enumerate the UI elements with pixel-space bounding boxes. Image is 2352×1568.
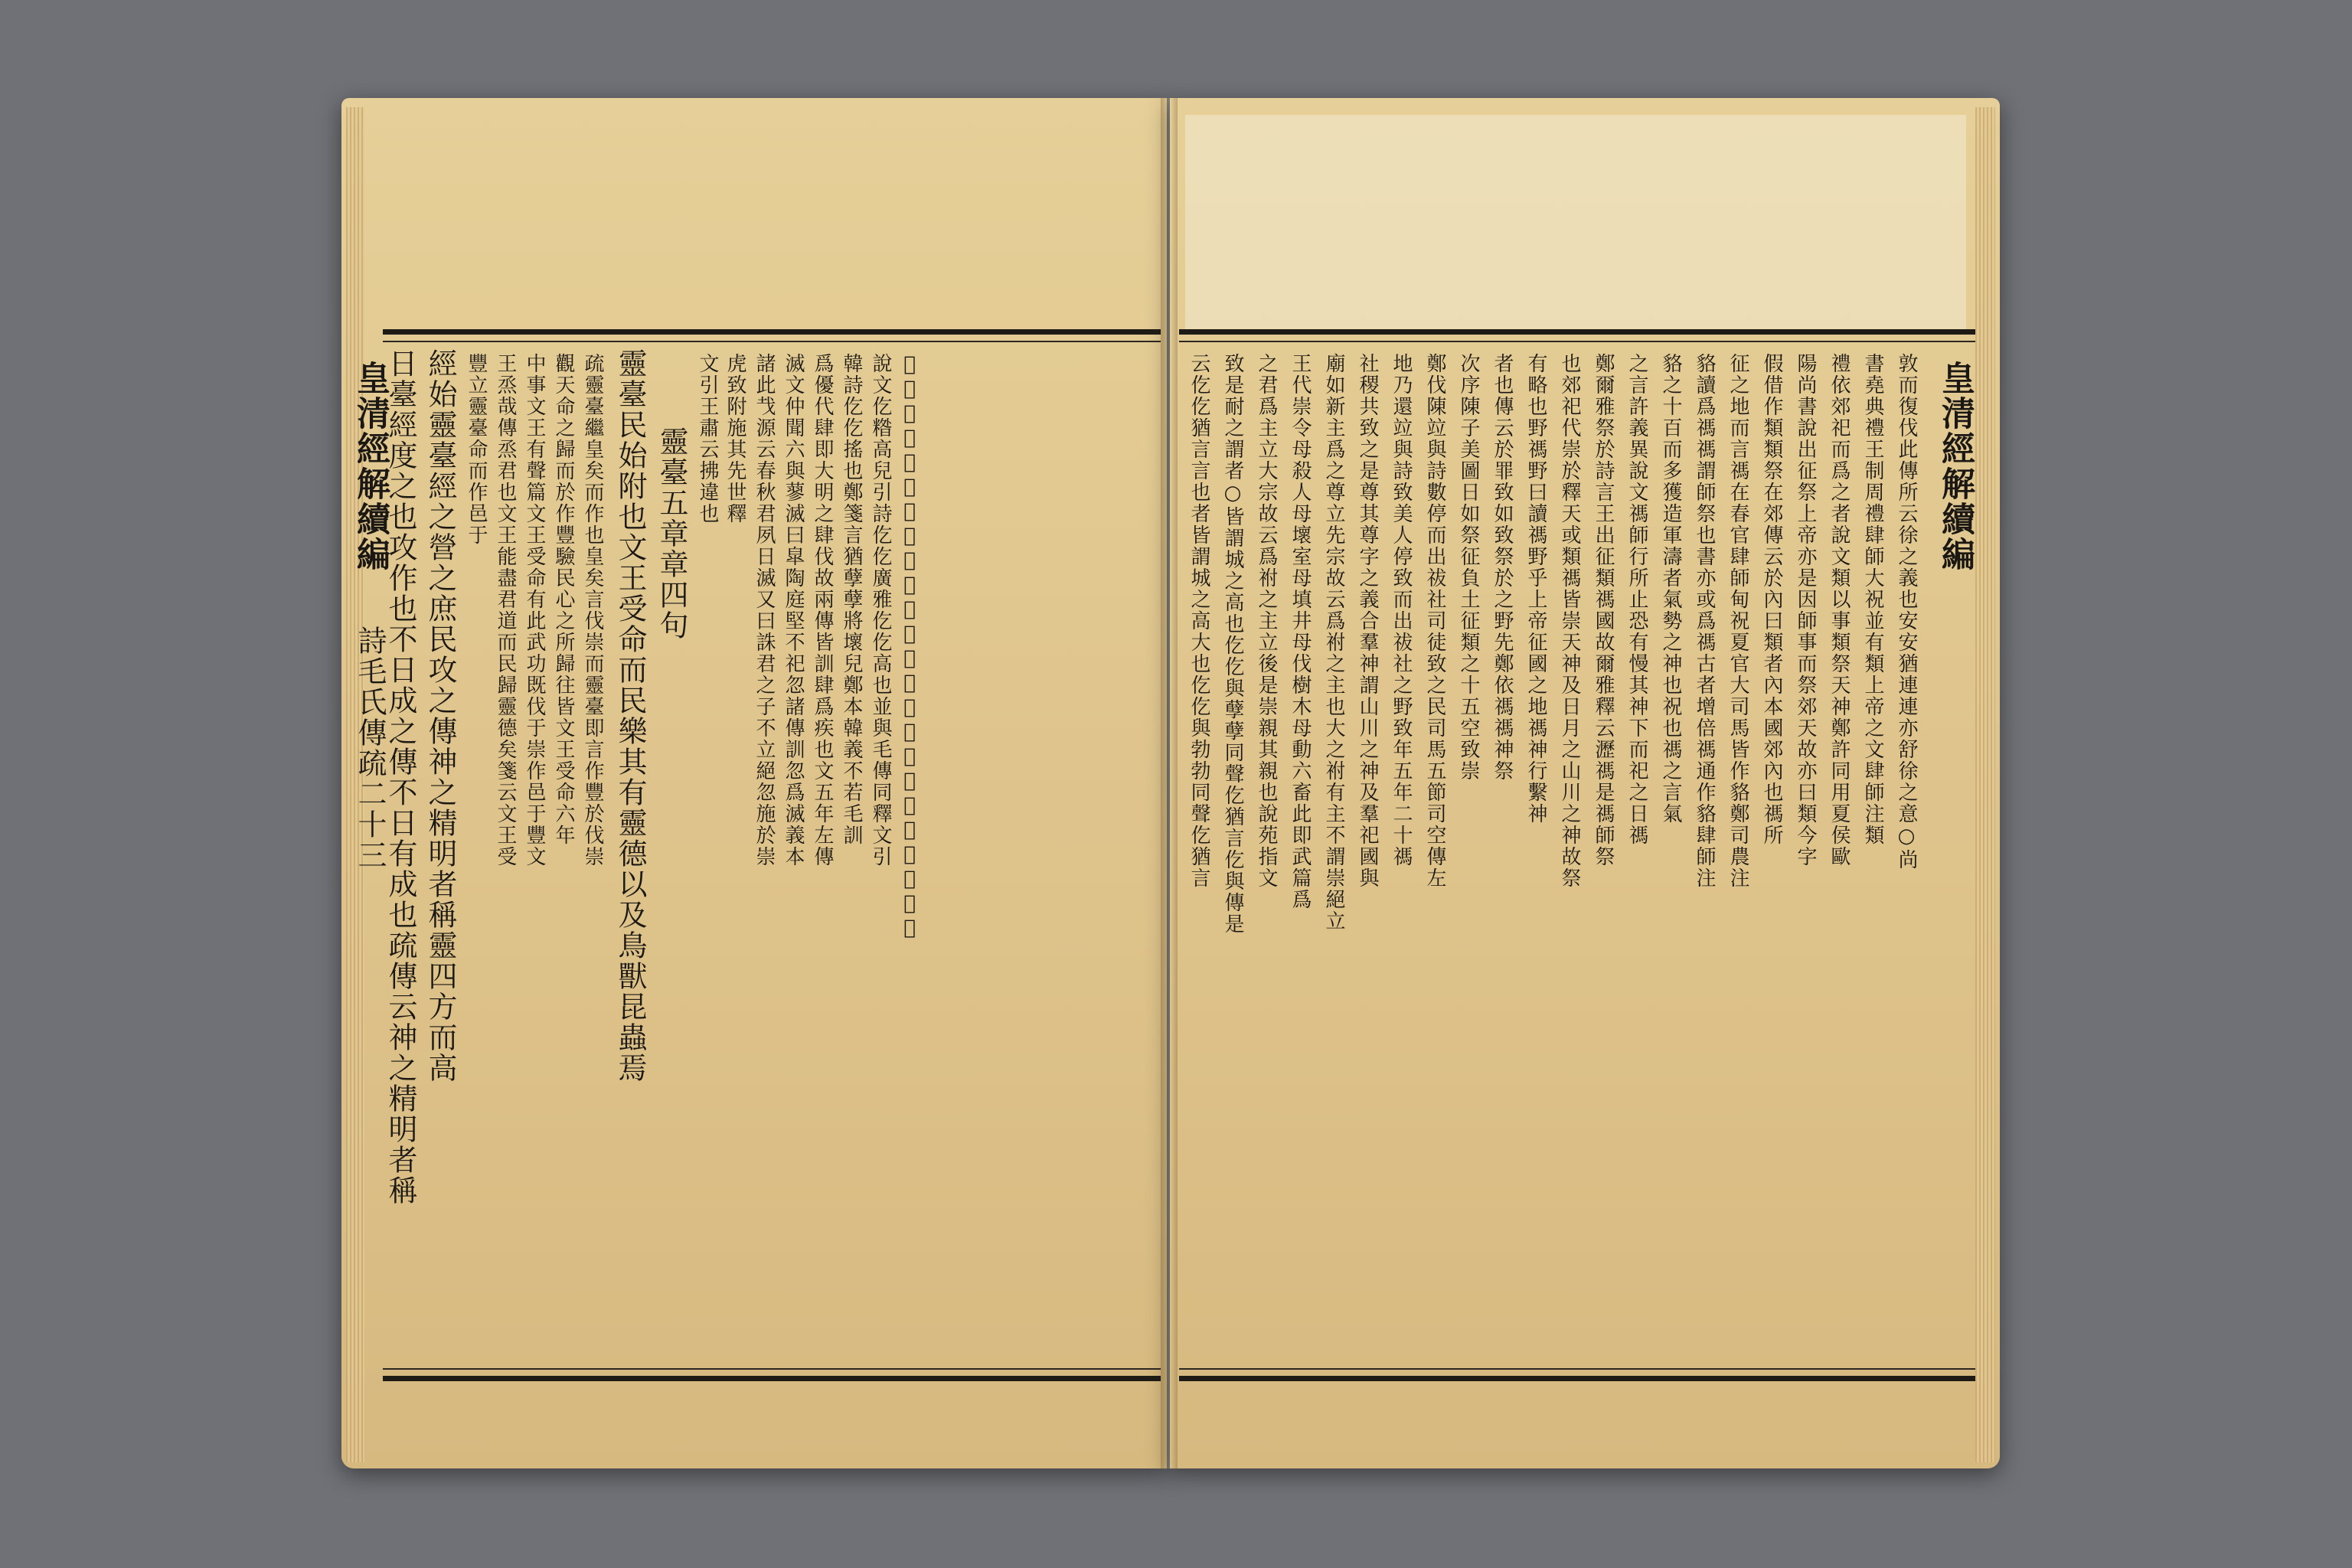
book-gutter [1161,98,1178,1468]
left-col-8: 靈臺民始附也文王受命而民樂其有靈德以及鳥獸昆蟲焉 [613,348,647,1083]
left-col-6: 觀天命之歸而於作豐驗民心之所歸往皆文王受命六年 [552,353,575,846]
right-text-frame [1179,329,1975,1381]
left-col-7: 疏靈臺繼皇矣而作也皇矣言伐崇而靈臺即言作豐於伐崇 [581,353,604,867]
left-col-3: 豐立靈臺命而作邑于 [465,353,488,546]
left-col-14: 爲優代肆即大明之肆伐故兩傳皆訓肆爲疾也文五年左傳 [811,353,834,867]
right-col-9: 之言許義異說文禡師行所止恐有慢其神下而祀之日禡 [1625,353,1648,846]
blank-upper-margin [1185,115,1966,329]
left-col-16: 說文仡糌高兒引詩仡仡廣雅仡仡高也並與毛傳同釋文引 [869,353,892,867]
right-col-19: 王代崇令母殺人母壞室母填井母伐樹木母動六畜此即武篇爲 [1289,353,1312,910]
right-col-17: 社稷共致之是尊其尊字之義合羣神謂山川之神及羣祀國與 [1356,353,1379,889]
right-col-5: 假借作類類祭在郊傳云於內曰類者內本國郊內也禡所 [1760,353,1783,846]
frame-rule-top [383,341,1161,342]
left-col-17: 𤪠𤪠同聲也張載注魯靈光殿賦屹猶孽也高大兒引詩屹屹 [898,353,921,941]
right-col-7: 貉讀爲禡禡謂師祭也書亦或爲禡古者增倍禡通作貉肆師注 [1693,353,1716,889]
right-col-12: 有略也野禡野曰讀禡野乎上帝征國之地禡神行繫神 [1524,353,1547,825]
frame-rule-top [1179,341,1975,342]
left-col-15: 韓詩仡仡搖也鄭箋言猶孽孽將壞兒鄭本韓義不若毛訓 [840,353,863,846]
right-col-13: 者也傳云於罪致如致祭於之野先鄭依禡禡神祭 [1491,353,1514,782]
right-col-10: 鄭爾雅祭於詩言王出征類禡國故爾雅釋云瀝禡是禡師祭 [1592,353,1615,867]
right-col-3: 禮依郊祀而爲之者說文類以事類祭天神鄭許同用夏侯歐 [1828,353,1851,867]
frame-rule-bottom [383,1368,1161,1370]
right-col-14: 次序陳子美圖日如祭征負土征類之十五空致崇 [1457,353,1480,782]
left-col-2: 經始靈臺經之營之庶民攻之傳神之精明者稱靈四方而高 [423,348,457,1083]
left-col-4: 王烝哉傳烝君也文王能盡君道而民歸靈德矣箋云文王受 [494,353,517,867]
left-running-title: 皇清經解續編 [351,361,390,572]
right-col-15: 鄭伐陳竝與詩數停而出祓社司徒致之民司馬五節司空傳左 [1423,353,1446,889]
right-col-4: 陽尚書說出征祭上帝亦是因師事而祭郊天故亦曰類今字 [1794,353,1817,867]
right-col-6: 征之地而言禡在春官肆師甸祝夏官大司馬皆作貉鄭司農注 [1726,353,1749,889]
left-text-frame [351,329,1161,1381]
right-col-1: 敦而復伐此傳所云徐之義也安安猶連連亦舒徐之意○尚 [1895,353,1918,871]
left-col-9: 靈臺五章章四句 [655,426,688,641]
right-col-16: 地乃還竝與詩致美人停致而出祓社之野致年五年二十禡 [1390,353,1413,867]
left-col-5: 中事文王有聲篇文王受命有此武功既伐于崇作邑于豐文 [523,353,546,867]
left-col-1: 日臺經度之也攻作也不日成之傳不日有成也疏傳云神之精明者稱 [384,348,417,1206]
right-running-title: 皇清經解續編 [1936,361,1975,572]
left-col-11: 虎致附施其先世釋 [724,353,746,524]
right-col-2: 書堯典禮王制周禮肆師大祝並有類上帝之文肆師注類 [1861,353,1884,846]
right-page-edges [1975,107,1995,1462]
right-col-20: 之君爲主立大宗故云爲祔之主立後是崇親其親也說苑指文 [1255,353,1278,889]
right-col-21: 致是耐之謂者○皆謂城之高也仡仡與孽孽同聲仡猶言仡與傳是 [1221,353,1244,935]
right-col-22: 云仡仡猶言言也者皆謂城之高大也仡仡與勃勃同聲仡猶言 [1187,353,1210,889]
right-col-11: 也郊祀代崇於釋天或類禡皆崇天神及日月之山川之神故祭 [1558,353,1581,889]
left-col-10: 文引王肅云拂違也 [696,353,719,524]
left-col-12: 諸此𢦏源云春秋君夙日滅又曰誅君之子不立絕忽施於崇 [753,353,776,867]
frame-rule-bottom [1179,1368,1975,1370]
left-col-13: 滅文仲聞六與蓼滅曰皐陶庭堅不祀忽諸傳訓忽爲滅義本 [782,353,805,867]
left-section-title: 詩毛氏傳疏二十三 [353,626,387,871]
right-col-8: 貉之十百而多獲造軍濤者氣勢之神也祝也禡之言氣 [1659,353,1682,825]
right-col-18: 廟如新主爲之尊立先宗故云爲祔之主也大之祔有主不謂崇絕立 [1322,353,1345,932]
